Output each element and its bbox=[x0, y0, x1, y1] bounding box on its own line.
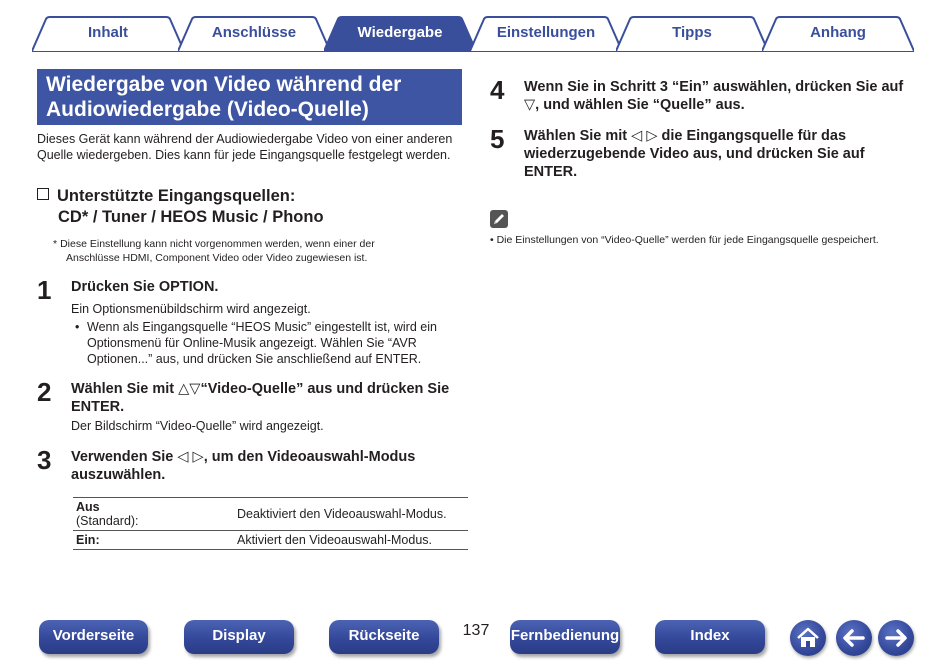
table-key-cell bbox=[73, 531, 234, 550]
step-title: Wählen Sie mit △▽“Video-Quelle” aus und drücken Sie ENTER. bbox=[71, 381, 450, 415]
chapter-tabs bbox=[32, 16, 914, 54]
tab-inhalt[interactable] bbox=[32, 16, 184, 52]
step-number: 2 bbox=[37, 377, 52, 407]
note-text: • Die Einstellungen von “Video-Quelle” werden für jede Eingangsquelle gespeichert. bbox=[490, 234, 879, 246]
bullet-text: Wenn als Eingangsquelle “HEOS Music” eingestellt ist, wird ein Optionsmenü für Online-Musik angezeigt. Wählen Sie “AVR Optionen...” aus, und drücken Sie anschließend auf ENTER. bbox=[87, 320, 437, 366]
footnote-line1: Diese Einstellung kann nicht vorgenommen werden, wenn einer der bbox=[60, 238, 375, 250]
tab-anhang[interactable] bbox=[762, 16, 914, 52]
nav-display-button[interactable]: Display bbox=[184, 620, 294, 654]
note-content: Die Einstellungen von “Video-Quelle” werden für jede Eingangsquelle gespeichert. bbox=[496, 234, 879, 246]
tab-label: Anschlüsse bbox=[211, 24, 297, 41]
table-row bbox=[73, 498, 468, 531]
arrow-right-icon[interactable] bbox=[878, 620, 914, 656]
step-title: Wenn Sie in Schritt 3 “Ein” auswählen, drücken Sie auf ▽, und wählen Sie “Quelle” aus. bbox=[524, 79, 904, 113]
tab-wiedergabe[interactable] bbox=[324, 16, 476, 52]
step-bullet bbox=[75, 319, 462, 367]
step-number: 5 bbox=[490, 124, 505, 154]
nav-index-button[interactable]: Index bbox=[655, 620, 765, 654]
tab-anschluesse[interactable] bbox=[178, 16, 330, 52]
table-key: Aus bbox=[76, 500, 100, 514]
nav-vorderseite-button[interactable]: Vorderseite bbox=[39, 620, 148, 654]
home-icon[interactable] bbox=[790, 620, 826, 656]
tab-label: Anhang bbox=[810, 24, 866, 41]
bullet-dot: • bbox=[75, 320, 80, 334]
pencil-icon bbox=[490, 210, 508, 228]
intro-text: Dieses Gerät kann während der Audiowiedergabe Video von einer anderen Quelle wiedergeben. Dies kann für jede Eingangsquelle festgelegt werden. bbox=[37, 132, 453, 162]
mode-table bbox=[73, 497, 468, 550]
supported-heading-text: Unterstützte Eingangsquellen: bbox=[57, 187, 296, 205]
step-number: 1 bbox=[37, 275, 52, 305]
table-key-sub: (Standard): bbox=[76, 514, 139, 528]
tab-label: Wiedergabe bbox=[357, 24, 443, 41]
checkbox-square-icon bbox=[37, 188, 49, 200]
table-key: Ein: bbox=[76, 533, 100, 547]
table-key-cell bbox=[73, 498, 234, 531]
supported-sources-heading bbox=[37, 186, 457, 228]
footnote-line2: Anschlüsse HDMI, Component Video oder Video zugewiesen ist. bbox=[66, 252, 368, 264]
tab-tipps[interactable] bbox=[616, 16, 768, 52]
step-number: 4 bbox=[490, 75, 505, 105]
table-row bbox=[73, 531, 468, 550]
tab-label: Inhalt bbox=[88, 24, 128, 41]
supported-sources-list: CD* / Tuner / HEOS Music / Phono bbox=[58, 208, 324, 226]
step-text: Ein Optionsmenübildschirm wird angezeigt. bbox=[71, 302, 311, 316]
step-title: Wählen Sie mit ◁ ▷ die Eingangsquelle für das wiederzugebende Video aus, und drücken Sie auf ENTER. bbox=[524, 128, 865, 180]
tab-einstellungen[interactable] bbox=[470, 16, 622, 52]
tab-label: Einstellungen bbox=[496, 24, 596, 41]
nav-fernbedienung-button[interactable]: Fernbedienung bbox=[510, 620, 620, 654]
footnote bbox=[53, 237, 463, 265]
table-value: Deaktiviert den Videoauswahl-Modus. bbox=[234, 498, 468, 531]
tab-label: Tipps bbox=[672, 24, 712, 41]
step-number: 3 bbox=[37, 445, 52, 475]
table-value: Aktiviert den Videoauswahl-Modus. bbox=[234, 531, 468, 550]
step-title: Drücken Sie OPTION. bbox=[71, 279, 219, 295]
section-title: Wiedergabe von Video während der Audiowiedergabe (Video-Quelle) bbox=[37, 69, 462, 125]
step-text: Der Bildschirm “Video-Quelle” wird angezeigt. bbox=[71, 419, 324, 433]
arrow-left-icon[interactable] bbox=[836, 620, 872, 656]
step-title: Verwenden Sie ◁ ▷, um den Videoauswahl-Modus auszuwählen. bbox=[71, 449, 416, 483]
page-number: 137 bbox=[462, 622, 490, 639]
nav-rueckseite-button[interactable]: Rückseite bbox=[329, 620, 439, 654]
footnote-marker: * bbox=[53, 238, 58, 250]
